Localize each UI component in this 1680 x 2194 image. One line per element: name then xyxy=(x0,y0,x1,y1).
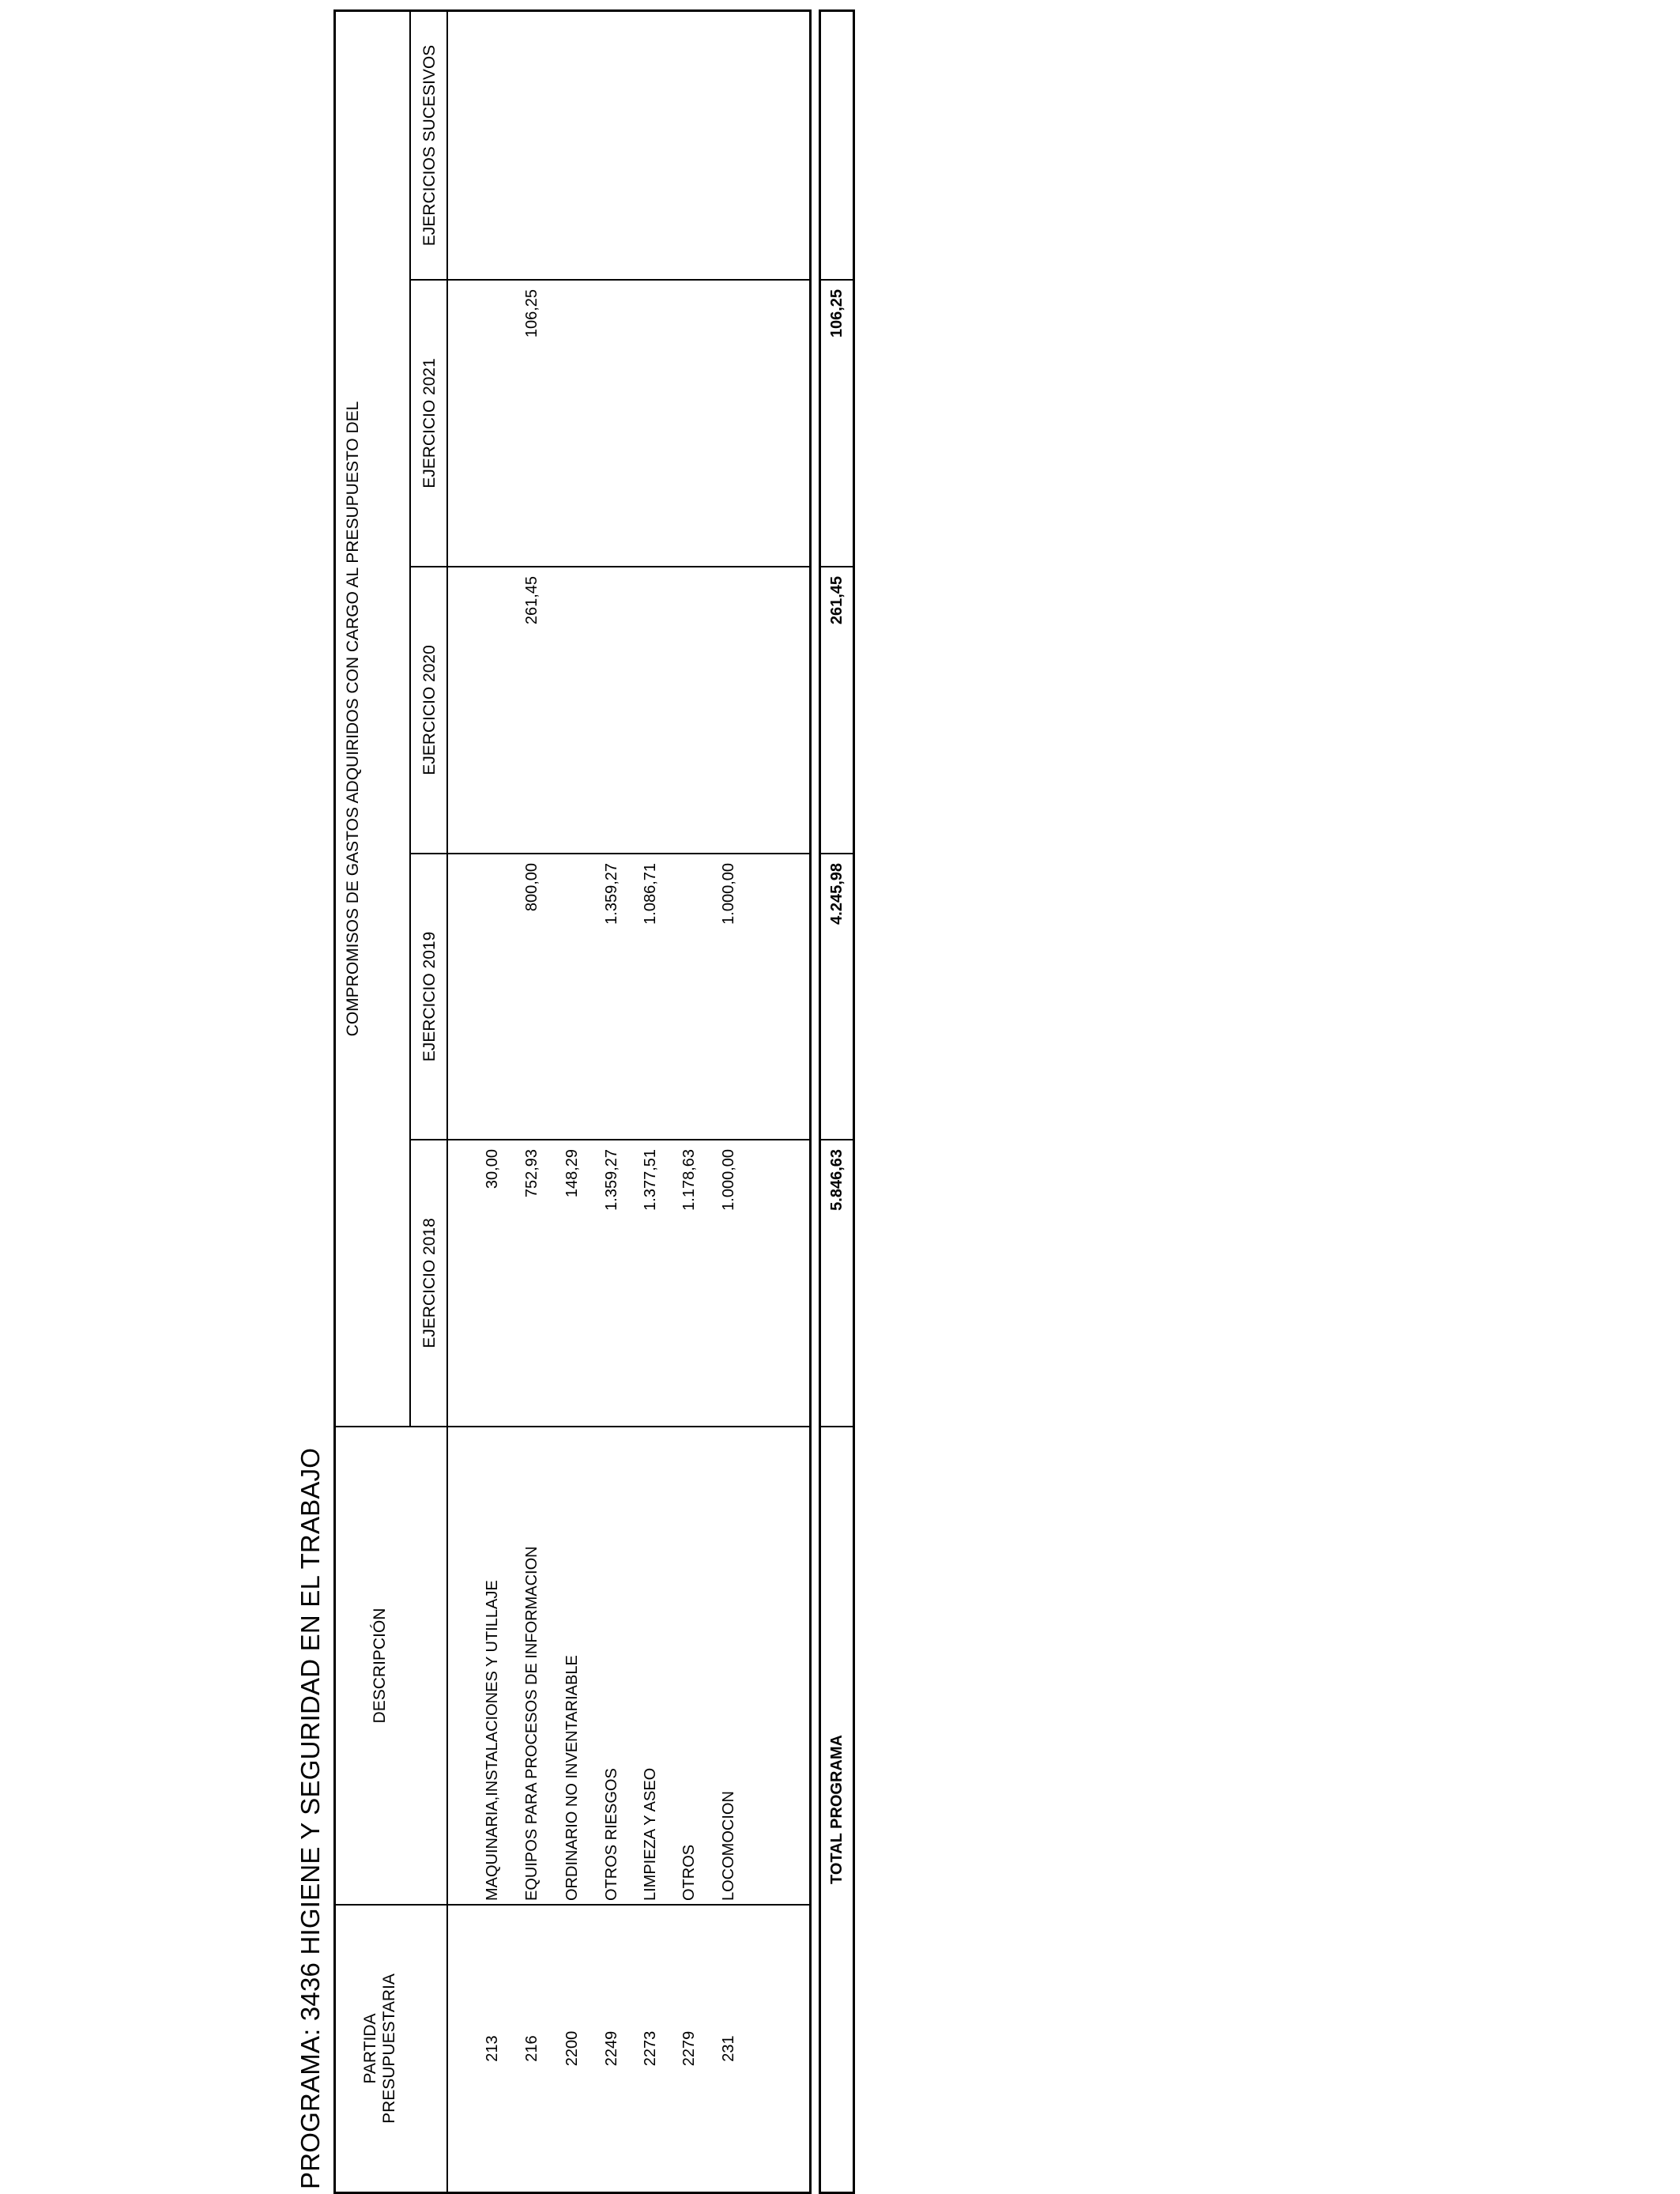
cell-partida: 2200 xyxy=(563,2030,581,2067)
total-e2018: 5.846,63 xyxy=(828,1149,846,1211)
col-divider xyxy=(821,853,853,854)
cell-partida: 231 xyxy=(720,2035,737,2062)
cell-descripcion: EQUIPOS PARA PROCESOS DE INFORMACION xyxy=(523,1546,541,1901)
cell-e2021: 106,25 xyxy=(523,289,541,338)
cell-e2018: 1.178,63 xyxy=(680,1149,698,1211)
cell-e2020: 261,45 xyxy=(523,576,541,625)
header-descripcion: DESCRIPCIÓN xyxy=(371,1608,389,1724)
col-divider xyxy=(409,566,809,567)
col-divider xyxy=(409,279,809,281)
cell-descripcion: LOCOMOCION xyxy=(720,1791,737,1901)
cell-e2018: 1.359,27 xyxy=(603,1149,620,1211)
header-group: COMPROMISOS DE GASTOS ADQUIRIDOS CON CARGO AL PRESUPUESTO DEL xyxy=(344,401,362,1037)
header-partida: PARTIDA PRESUPUESTARIA xyxy=(361,1973,398,2124)
total-row xyxy=(819,9,855,2194)
cell-descripcion: LIMPIEZA Y ASEO xyxy=(642,1767,659,1901)
header-ejercicio-2020: EJERCICIO 2020 xyxy=(420,645,439,775)
row-divider xyxy=(409,12,411,1427)
cell-e2018: 1.000,00 xyxy=(720,1149,737,1211)
col-divider xyxy=(409,1139,809,1140)
main-table xyxy=(333,9,812,2194)
cell-e2019: 1.086,71 xyxy=(642,863,659,925)
cell-e2019: 1.000,00 xyxy=(720,863,737,925)
header-ejercicios-sucesivos: EJERCICIOS SUCESIVOS xyxy=(420,44,439,247)
cell-partida: 2249 xyxy=(603,2030,620,2067)
cell-e2019: 1.359,27 xyxy=(603,863,620,925)
col-divider xyxy=(821,1139,853,1140)
col-divider xyxy=(821,279,853,281)
cell-partida: 216 xyxy=(523,2035,541,2062)
cell-partida: 213 xyxy=(484,2035,501,2062)
cell-e2019: 800,00 xyxy=(523,863,541,912)
cell-e2018: 30,00 xyxy=(484,1149,501,1189)
cell-descripcion: OTROS RIESGOS xyxy=(603,1768,620,1901)
header-ejercicio-2019: EJERCICIO 2019 xyxy=(420,931,439,1062)
col-divider xyxy=(821,566,853,567)
cell-descripcion: MAQUINARIA,INSTALACIONES Y UTILLAJE xyxy=(484,1580,501,1901)
row-divider xyxy=(446,12,448,2192)
header-ejercicio-2021: EJERCICIO 2021 xyxy=(420,358,439,488)
total-label: TOTAL PROGRAMA xyxy=(828,1735,846,1884)
total-e2021: 106,25 xyxy=(828,289,846,338)
cell-descripcion: ORDINARIO NO INVENTARIABLE xyxy=(563,1655,581,1901)
cell-partida: 2273 xyxy=(642,2030,659,2067)
cell-e2018: 752,93 xyxy=(523,1149,541,1198)
cell-e2018: 1.377,51 xyxy=(642,1149,659,1211)
page-title: PROGRAMA: 3436 HIGIENE Y SEGURIDAD EN EL TRABAJO xyxy=(296,1447,325,2189)
cell-e2018: 148,29 xyxy=(563,1149,581,1198)
cell-descripcion: OTROS xyxy=(680,1844,698,1901)
col-divider xyxy=(336,1426,809,1427)
header-ejercicio-2018: EJERCICIO 2018 xyxy=(420,1218,439,1348)
total-e2019: 4.245,98 xyxy=(828,863,846,925)
col-divider xyxy=(409,853,809,854)
cell-partida: 2279 xyxy=(680,2030,698,2067)
total-e2020: 261,45 xyxy=(828,576,846,625)
